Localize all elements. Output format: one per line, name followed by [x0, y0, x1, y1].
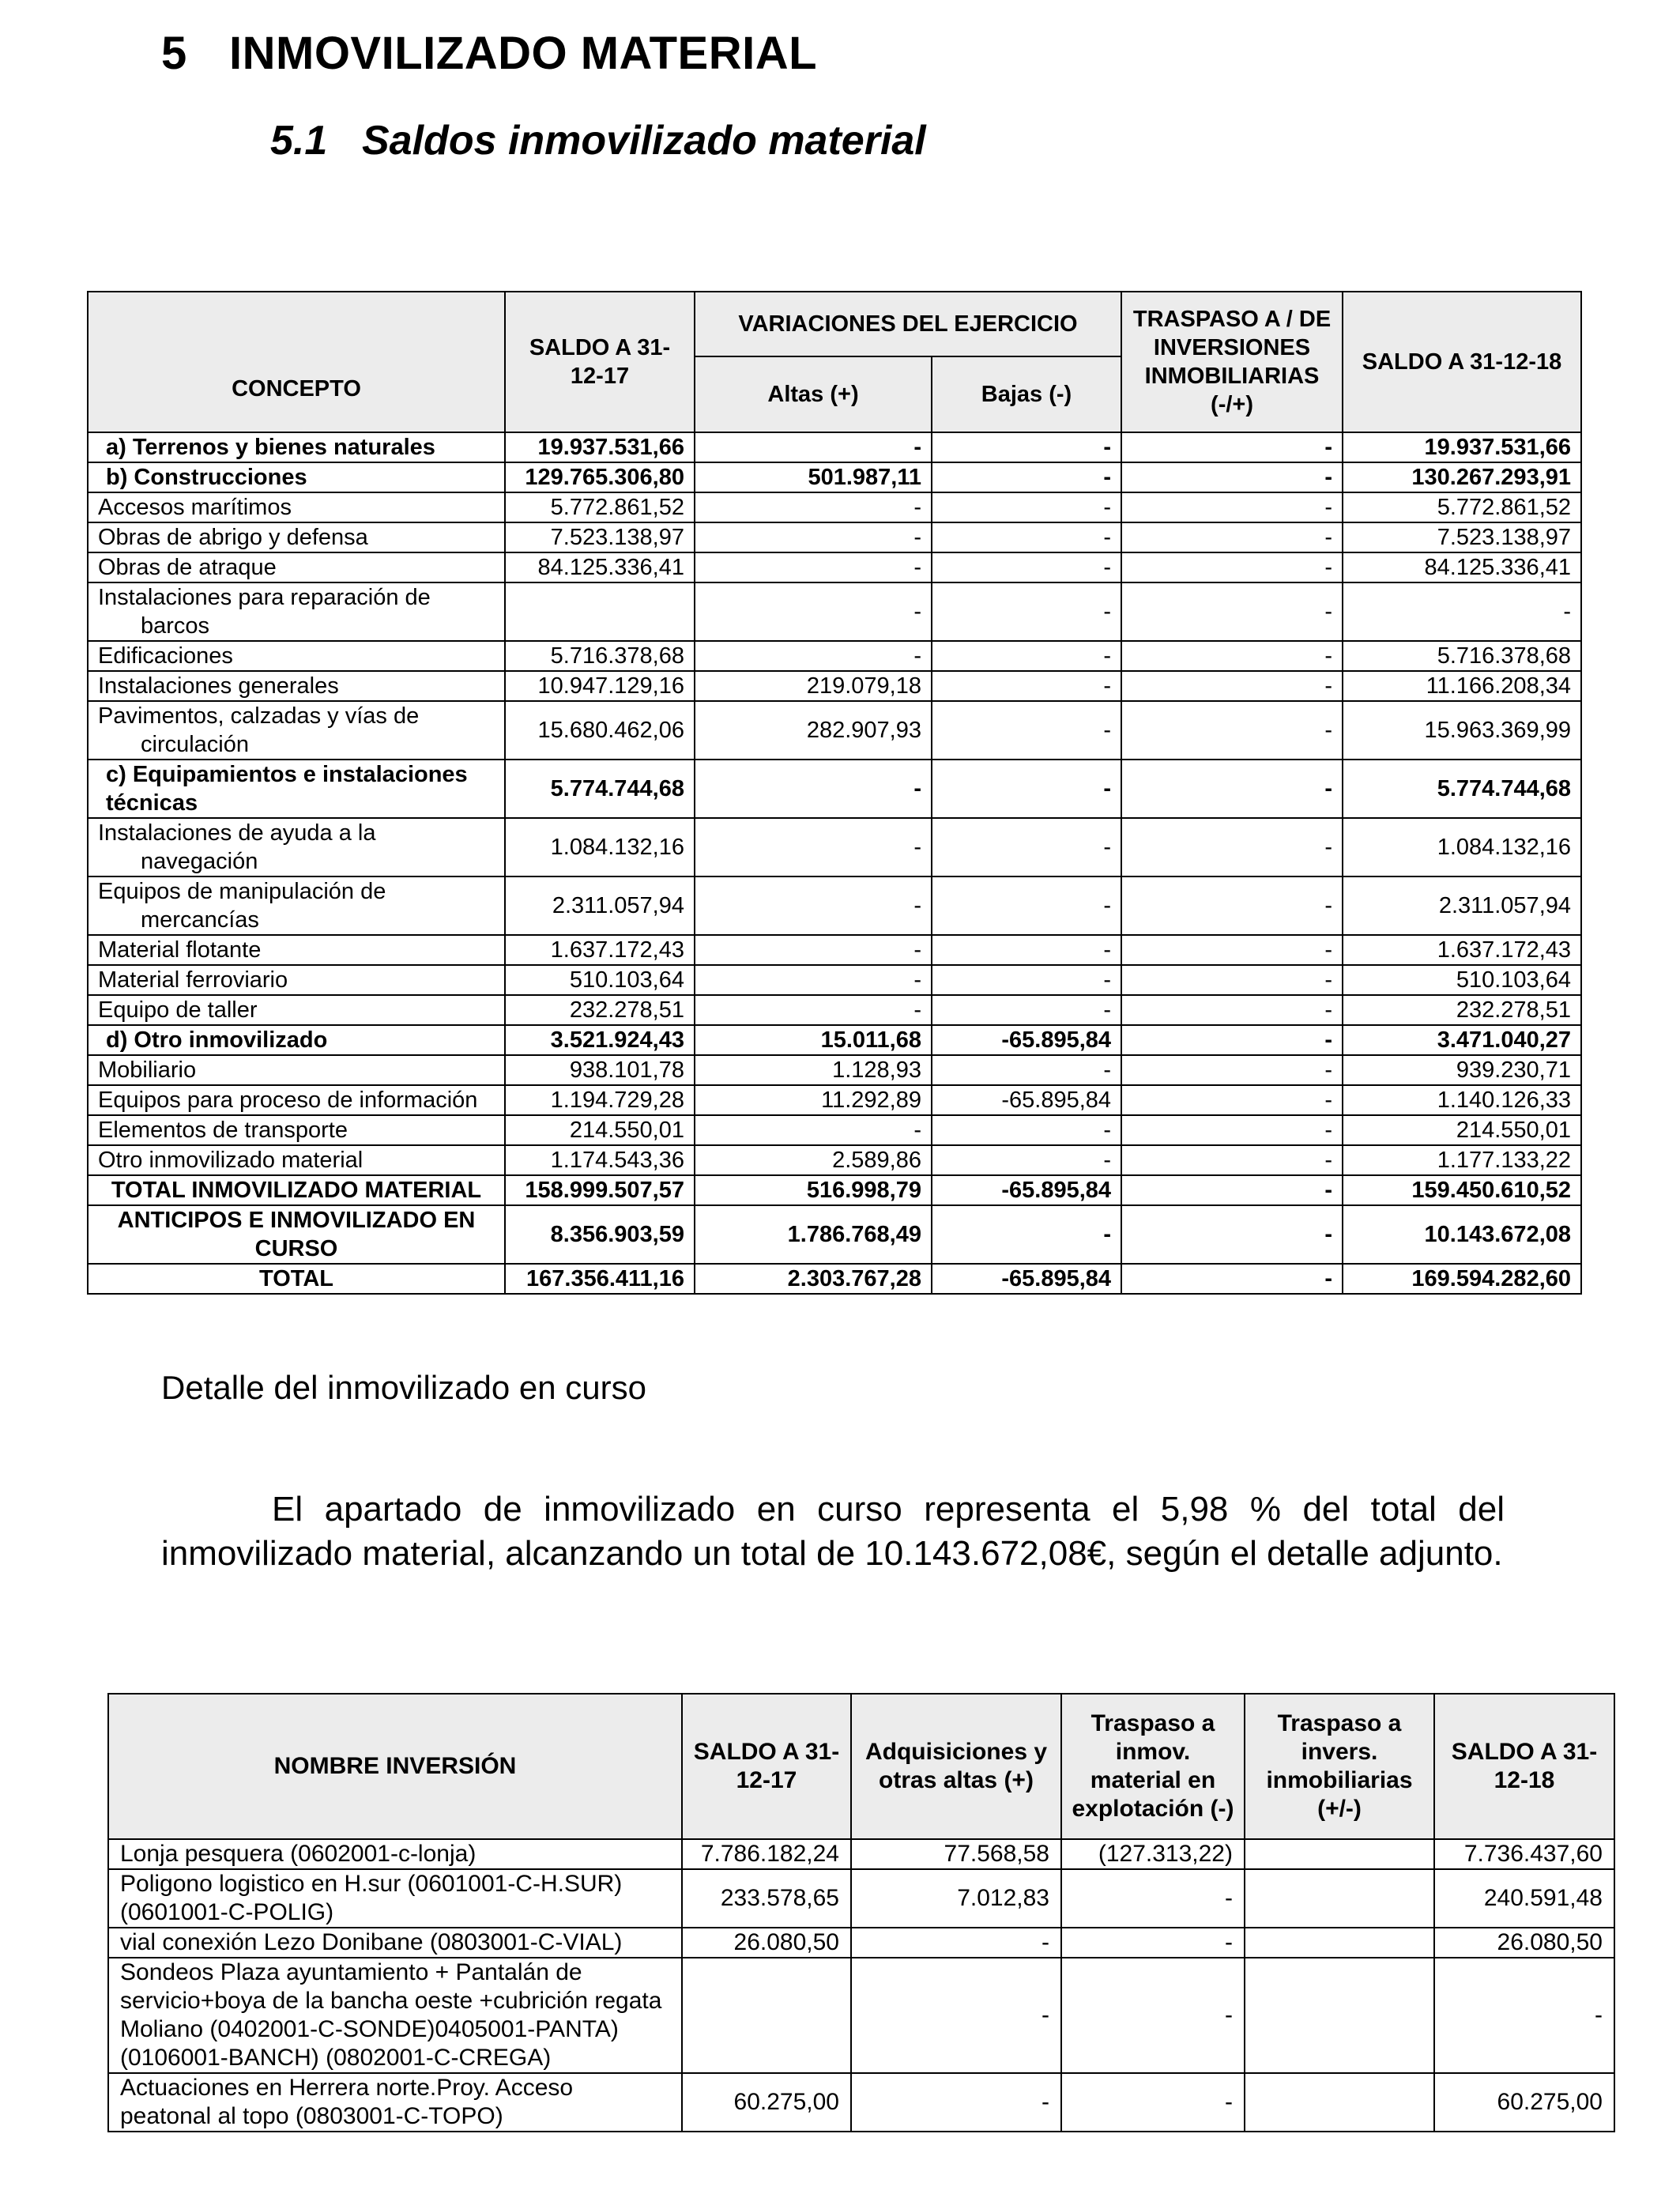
table-row	[88, 965, 1581, 995]
adquisiciones-cell: -	[851, 1958, 1061, 2073]
col-altas: Altas (+)	[695, 356, 932, 432]
traspaso-cell: -	[1121, 818, 1343, 876]
saldo-18-cell: 60.275,00	[1434, 2073, 1614, 2132]
traspaso-cell: -	[1121, 876, 1343, 935]
altas-cell: -	[695, 818, 932, 876]
altas-cell: 1.786.768,49	[695, 1205, 932, 1264]
saldo-18-cell: 5.716.378,68	[1343, 641, 1581, 671]
concept-cell: TOTAL INMOVILIZADO MATERIAL	[88, 1175, 505, 1205]
col-variaciones: VARIACIONES DEL EJERCICIO	[695, 292, 1121, 356]
saldo-18-cell: 2.311.057,94	[1343, 876, 1581, 935]
bajas-cell: -	[932, 965, 1121, 995]
traspaso-cell: -	[1121, 995, 1343, 1025]
traspaso-cell: -	[1121, 522, 1343, 552]
concept-cell: Material flotante	[88, 935, 505, 965]
bajas-cell: -65.895,84	[932, 1175, 1121, 1205]
saldo-17-cell: 8.356.903,59	[505, 1205, 695, 1264]
altas-cell: -	[695, 876, 932, 935]
table-row	[88, 1145, 1581, 1175]
saldo-17-cell: 232.278,51	[505, 995, 695, 1025]
concept-cell: Otro inmovilizado material	[88, 1145, 505, 1175]
traspaso-explotacion-cell: -	[1061, 2073, 1245, 2132]
saldo-17-cell: 2.311.057,94	[505, 876, 695, 935]
bajas-cell: -	[932, 641, 1121, 671]
saldo-18-cell: 1.177.133,22	[1343, 1145, 1581, 1175]
saldo-18-cell: 159.450.610,52	[1343, 1175, 1581, 1205]
saldo-17-cell: 214.550,01	[505, 1115, 695, 1145]
concept-cell: Equipos de manipulación de mercancías	[88, 876, 505, 935]
saldo-18-cell: 7.523.138,97	[1343, 522, 1581, 552]
saldo-18-cell: 130.267.293,91	[1343, 462, 1581, 492]
col-traspaso-explotacion: Traspaso a inmov. material en explotación (-)	[1061, 1694, 1245, 1839]
table-row	[88, 818, 1581, 876]
bajas-cell: -	[932, 1205, 1121, 1264]
traspaso-invers-cell	[1245, 1958, 1434, 2073]
bajas-cell: -	[932, 1115, 1121, 1145]
traspaso-cell: -	[1121, 1115, 1343, 1145]
bajas-cell: -	[932, 1055, 1121, 1085]
bajas-cell: -	[932, 701, 1121, 760]
altas-cell: -	[695, 641, 932, 671]
saldo-17-cell: 5.772.861,52	[505, 492, 695, 522]
traspaso-explotacion-cell: -	[1061, 1869, 1245, 1928]
col-bajas: Bajas (-)	[932, 356, 1121, 432]
adquisiciones-cell: -	[851, 2073, 1061, 2132]
bajas-cell: -	[932, 995, 1121, 1025]
col-traspaso: TRASPASO A / DE INVERSIONES INMOBILIARIAS (-/+)	[1121, 292, 1343, 432]
nombre-cell: vial conexión Lezo Donibane (0803001-C-VIAL)	[108, 1928, 682, 1958]
traspaso-cell: -	[1121, 432, 1343, 462]
concept-cell: Mobiliario	[88, 1055, 505, 1085]
bajas-cell: -65.895,84	[932, 1085, 1121, 1115]
table-row	[88, 552, 1581, 582]
concept-cell: b) Construcciones	[88, 462, 505, 492]
subsection-title: Saldos inmovilizado material	[362, 118, 926, 164]
table-row	[88, 522, 1581, 552]
nombre-cell: Sondeos Plaza ayuntamiento + Pantalán de servicio+boya de la bancha oeste +cubrición regata Moliano (0402001-C-SONDE)0405001-PANTA) (0106001-BANCH) (0802001-C-CREGA)	[108, 1958, 682, 2073]
traspaso-cell: -	[1121, 1145, 1343, 1175]
saldo-18-cell: 214.550,01	[1343, 1115, 1581, 1145]
concept-cell: a) Terrenos y bienes naturales	[88, 432, 505, 462]
traspaso-cell: -	[1121, 1205, 1343, 1264]
saldo-18-cell: 510.103,64	[1343, 965, 1581, 995]
traspaso-cell: -	[1121, 760, 1343, 818]
table-row	[108, 1958, 1614, 2073]
table-row	[88, 1085, 1581, 1115]
bajas-cell: -	[932, 432, 1121, 462]
saldo-18-cell: 232.278,51	[1343, 995, 1581, 1025]
saldo-18-cell: 939.230,71	[1343, 1055, 1581, 1085]
nombre-cell: Lonja pesquera (0602001-c-lonja)	[108, 1839, 682, 1869]
altas-cell: -	[695, 432, 932, 462]
saldo-18-cell: 1.140.126,33	[1343, 1085, 1581, 1115]
altas-cell: -	[695, 522, 932, 552]
table-row	[88, 462, 1581, 492]
saldo-17-cell: 5.774.744,68	[505, 760, 695, 818]
nombre-cell: Poligono logistico en H.sur (0601001-C-H.SUR) (0601001-C-POLIG)	[108, 1869, 682, 1928]
concept-cell: Obras de atraque	[88, 552, 505, 582]
altas-cell: 282.907,93	[695, 701, 932, 760]
saldo-18-cell: 1.084.132,16	[1343, 818, 1581, 876]
saldo-17-cell: 60.275,00	[682, 2073, 851, 2132]
table-row	[88, 1055, 1581, 1085]
saldo-17-cell: 1.637.172,43	[505, 935, 695, 965]
concept-cell: Pavimentos, calzadas y vías de circulación	[88, 701, 505, 760]
table-row	[108, 2073, 1614, 2132]
traspaso-invers-cell	[1245, 1839, 1434, 1869]
saldo-17-cell: 84.125.336,41	[505, 552, 695, 582]
concept-cell: Edificaciones	[88, 641, 505, 671]
table-row	[88, 760, 1581, 818]
table-row	[108, 1928, 1614, 1958]
saldo-18-cell: 7.736.437,60	[1434, 1839, 1614, 1869]
bajas-cell: -65.895,84	[932, 1025, 1121, 1055]
traspaso-cell: -	[1121, 1055, 1343, 1085]
traspaso-cell: -	[1121, 552, 1343, 582]
traspaso-cell: -	[1121, 965, 1343, 995]
saldo-18-cell: 11.166.208,34	[1343, 671, 1581, 701]
saldo-18-cell: 10.143.672,08	[1343, 1205, 1581, 1264]
saldo-18-cell: 15.963.369,99	[1343, 701, 1581, 760]
traspaso-cell: -	[1121, 701, 1343, 760]
saldo-17-cell: 15.680.462,06	[505, 701, 695, 760]
traspaso-cell: -	[1121, 1025, 1343, 1055]
altas-cell: -	[695, 552, 932, 582]
traspaso-cell: -	[1121, 1175, 1343, 1205]
concept-cell: d) Otro inmovilizado	[88, 1025, 505, 1055]
table-row	[88, 582, 1581, 641]
saldo-18-cell: 1.637.172,43	[1343, 935, 1581, 965]
saldo-17-cell: 7.523.138,97	[505, 522, 695, 552]
saldo-18-cell: 84.125.336,41	[1343, 552, 1581, 582]
traspaso-cell: -	[1121, 1085, 1343, 1115]
saldo-17-cell: 167.356.411,16	[505, 1264, 695, 1294]
bajas-cell: -	[932, 522, 1121, 552]
saldo-18-cell: 240.591,48	[1434, 1869, 1614, 1928]
concept-cell: Instalaciones para reparación de barcos	[88, 582, 505, 641]
saldo-17-cell: 1.084.132,16	[505, 818, 695, 876]
section-number: 5	[161, 28, 187, 79]
col-concepto: CONCEPTO	[88, 292, 505, 432]
saldo-17-cell: 1.174.543,36	[505, 1145, 695, 1175]
saldo-17-cell: 510.103,64	[505, 965, 695, 995]
bajas-cell: -	[932, 876, 1121, 935]
altas-cell: -	[695, 965, 932, 995]
col-adquisiciones: Adquisiciones y otras altas (+)	[851, 1694, 1061, 1839]
bajas-cell: -	[932, 462, 1121, 492]
saldo-17-cell	[505, 582, 695, 641]
detalle-subtitle: Detalle del inmovilizado en curso	[161, 1369, 646, 1406]
altas-cell: 501.987,11	[695, 462, 932, 492]
traspaso-cell: -	[1121, 462, 1343, 492]
saldo-17-cell: 129.765.306,80	[505, 462, 695, 492]
table-row	[88, 1025, 1581, 1055]
saldo-17-cell: 3.521.924,43	[505, 1025, 695, 1055]
altas-cell: 2.303.767,28	[695, 1264, 932, 1294]
altas-cell: -	[695, 492, 932, 522]
subsection-heading	[270, 117, 926, 164]
concept-cell: Obras de abrigo y defensa	[88, 522, 505, 552]
concept-cell: c) Equipamientos e instalaciones técnicas	[88, 760, 505, 818]
saldo-18-cell: 5.772.861,52	[1343, 492, 1581, 522]
bajas-cell: -	[932, 552, 1121, 582]
traspaso-invers-cell	[1245, 1869, 1434, 1928]
saldo-17-cell	[682, 1958, 851, 2073]
adquisiciones-cell: 77.568,58	[851, 1839, 1061, 1869]
intro-paragraph	[161, 1487, 1505, 1576]
concept-cell: Elementos de transporte	[88, 1115, 505, 1145]
altas-cell: -	[695, 935, 932, 965]
col-saldo-17: SALDO A 31-12-17	[505, 292, 695, 432]
concept-cell: Accesos marítimos	[88, 492, 505, 522]
table-row	[88, 671, 1581, 701]
traspaso-cell: -	[1121, 492, 1343, 522]
table-row	[88, 1175, 1581, 1205]
table-row	[88, 641, 1581, 671]
table-row	[108, 1839, 1614, 1869]
bajas-cell: -	[932, 760, 1121, 818]
saldo-17-cell: 158.999.507,57	[505, 1175, 695, 1205]
altas-cell: -	[695, 760, 932, 818]
concept-cell: ANTICIPOS E INMOVILIZADO EN CURSO	[88, 1205, 505, 1264]
altas-cell: 11.292,89	[695, 1085, 932, 1115]
saldo-17-cell: 7.786.182,24	[682, 1839, 851, 1869]
adquisiciones-cell: -	[851, 1928, 1061, 1958]
section-title: INMOVILIZADO MATERIAL	[229, 28, 818, 79]
saldo-18-cell: 19.937.531,66	[1343, 432, 1581, 462]
table-row	[88, 492, 1581, 522]
saldo-18-cell: 26.080,50	[1434, 1928, 1614, 1958]
table-row	[88, 1115, 1581, 1145]
table-row	[88, 701, 1581, 760]
bajas-cell: -	[932, 582, 1121, 641]
bajas-cell: -	[932, 935, 1121, 965]
saldo-17-cell: 1.194.729,28	[505, 1085, 695, 1115]
bajas-cell: -	[932, 492, 1121, 522]
col-nombre: NOMBRE INVERSIÓN	[108, 1694, 682, 1839]
traspaso-cell: -	[1121, 641, 1343, 671]
table-row	[108, 1869, 1614, 1928]
section-heading	[161, 27, 817, 80]
traspaso-invers-cell	[1245, 1928, 1434, 1958]
traspaso-invers-cell	[1245, 2073, 1434, 2132]
concept-cell: Instalaciones generales	[88, 671, 505, 701]
saldo-17-cell: 19.937.531,66	[505, 432, 695, 462]
traspaso-explotacion-cell: (127.313,22)	[1061, 1839, 1245, 1869]
col-traspaso-invers: Traspaso a invers. inmobiliarias (+/-)	[1245, 1694, 1434, 1839]
traspaso-cell: -	[1121, 671, 1343, 701]
concept-cell: Equipos para proceso de información	[88, 1085, 505, 1115]
altas-cell: 2.589,86	[695, 1145, 932, 1175]
traspaso-cell: -	[1121, 1264, 1343, 1294]
table-row	[88, 876, 1581, 935]
table-row	[88, 995, 1581, 1025]
altas-cell: 219.079,18	[695, 671, 932, 701]
altas-cell: 1.128,93	[695, 1055, 932, 1085]
traspaso-cell: -	[1121, 582, 1343, 641]
saldo-18-cell: 5.774.744,68	[1343, 760, 1581, 818]
saldo-18-cell: -	[1343, 582, 1581, 641]
concept-cell: TOTAL	[88, 1264, 505, 1294]
altas-cell: 516.998,79	[695, 1175, 932, 1205]
altas-cell: -	[695, 1115, 932, 1145]
saldo-18-cell: 169.594.282,60	[1343, 1264, 1581, 1294]
saldo-17-cell: 938.101,78	[505, 1055, 695, 1085]
saldo-17-cell: 5.716.378,68	[505, 641, 695, 671]
intro-text: El apartado de inmovilizado en curso representa el 5,98 % del total del inmovilizado material, alcanzando un total de 10.143.672,08€, según el detalle adjunto.	[161, 1490, 1505, 1573]
col-saldo-18: SALDO A 31-12-18	[1434, 1694, 1614, 1839]
bajas-cell: -65.895,84	[932, 1264, 1121, 1294]
col-saldo-18: SALDO A 31-12-18	[1343, 292, 1581, 432]
adquisiciones-cell: 7.012,83	[851, 1869, 1061, 1928]
traspaso-explotacion-cell: -	[1061, 1958, 1245, 2073]
saldo-17-cell: 233.578,65	[682, 1869, 851, 1928]
saldos-table	[87, 291, 1582, 1295]
altas-cell: -	[695, 582, 932, 641]
nombre-cell: Actuaciones en Herrera norte.Proy. Acceso peatonal al topo (0803001-C-TOPO)	[108, 2073, 682, 2132]
concept-cell: Equipo de taller	[88, 995, 505, 1025]
saldo-17-cell: 26.080,50	[682, 1928, 851, 1958]
saldo-18-cell: 3.471.040,27	[1343, 1025, 1581, 1055]
bajas-cell: -	[932, 671, 1121, 701]
saldo-18-cell: -	[1434, 1958, 1614, 2073]
saldo-17-cell: 10.947.129,16	[505, 671, 695, 701]
subsection-number: 5.1	[270, 118, 328, 164]
table-row	[88, 1205, 1581, 1264]
inmovilizado-curso-table	[107, 1693, 1615, 2132]
bajas-cell: -	[932, 1145, 1121, 1175]
altas-cell: -	[695, 995, 932, 1025]
traspaso-cell: -	[1121, 935, 1343, 965]
table-row	[88, 432, 1581, 462]
concept-cell: Instalaciones de ayuda a la navegación	[88, 818, 505, 876]
col-saldo-17: SALDO A 31-12-17	[682, 1694, 851, 1839]
bajas-cell: -	[932, 818, 1121, 876]
table-row	[88, 1264, 1581, 1294]
altas-cell: 15.011,68	[695, 1025, 932, 1055]
concept-cell: Material ferroviario	[88, 965, 505, 995]
traspaso-explotacion-cell: -	[1061, 1928, 1245, 1958]
table-row	[88, 935, 1581, 965]
